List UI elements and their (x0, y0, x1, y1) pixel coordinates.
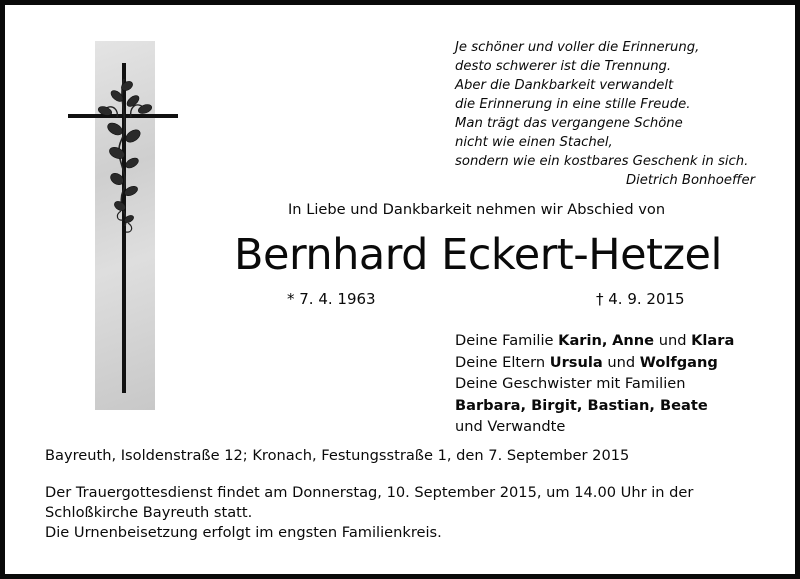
mourners-family: Deine Familie Karin, Anne und Klara (455, 332, 735, 349)
mourner-name: Klara (691, 332, 735, 349)
poem-line: Man trägt das vergangene Schöne (455, 116, 683, 131)
poem-line: Aber die Dankbarkeit verwandelt (455, 78, 674, 93)
mourners-siblings-label: Deine Geschwister mit Familien (455, 375, 686, 392)
mourner-name: Wolfgang (639, 353, 718, 371)
cross-with-vine-icon (65, 41, 185, 410)
poem-quote (455, 38, 775, 190)
death-date: † 4. 9. 2015 (596, 290, 685, 308)
birth-date: * 7. 4. 1963 (287, 290, 376, 308)
mourners-relatives: und Verwandte (455, 418, 566, 435)
service-line: Der Trauergottesdienst findet am Donnerstag, 10. September 2015, um 14.00 Uhr in der (45, 484, 694, 501)
service-line: Die Urnenbeisetzung erfolgt im engsten Familienkreis. (45, 524, 442, 541)
service-line: Schloßkirche Bayreuth statt. (45, 504, 253, 521)
service-info (45, 483, 693, 543)
mourners-list (455, 330, 734, 438)
poem-line: nicht wie einen Stachel, (455, 135, 613, 150)
mourner-name: Karin (558, 332, 602, 349)
poem-line: sondern wie ein kostbares Geschenk in sich. (455, 154, 749, 169)
place-and-date: Bayreuth, Isoldenstraße 12; Kronach, Festungsstraße 1, den 7. September 2015 (45, 447, 630, 464)
mourners-parents: Deine Eltern Ursula und Wolfgang (455, 353, 718, 371)
poem-author: Dietrich Bonhoeffer (625, 173, 755, 188)
farewell-intro: In Liebe und Dankbarkeit nehmen wir Abschied von (288, 201, 666, 218)
poem-line: desto schwerer ist die Trennung. (455, 59, 672, 74)
poem-line: die Erinnerung in eine stille Freude. (455, 97, 691, 112)
mourners-siblings-names: Barbara, Birgit, Bastian, Beate (455, 396, 708, 414)
mourner-name: Anne (612, 332, 655, 349)
poem-line: Je schöner und voller die Erinnerung, (455, 40, 700, 55)
mourner-name: Ursula (549, 353, 603, 371)
deceased-name: Bernhard Eckert-Hetzel (234, 230, 722, 280)
cross-panel (95, 41, 155, 410)
